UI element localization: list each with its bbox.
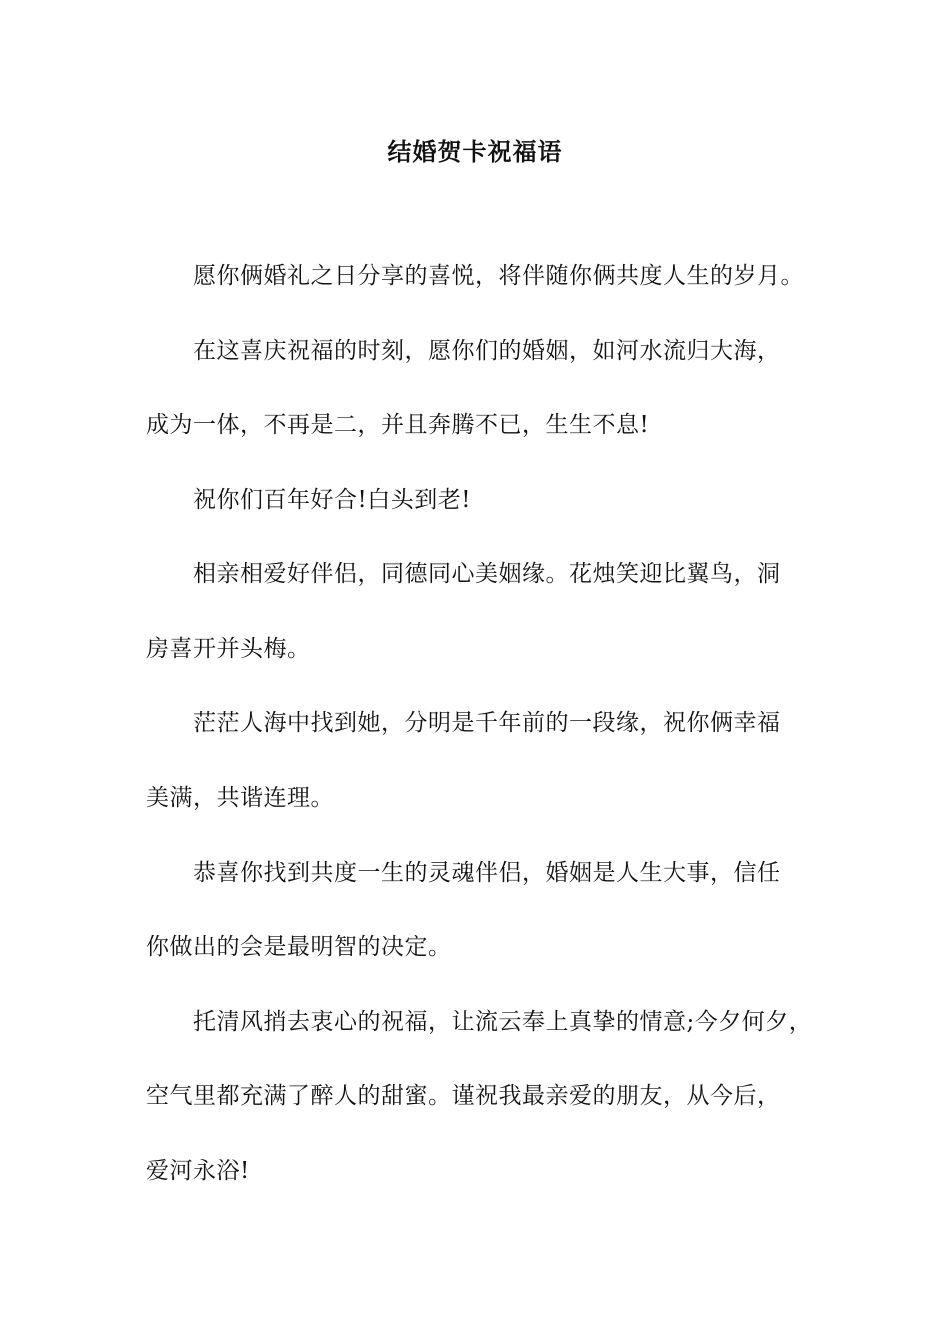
paragraph-line: 恭喜你找到共度一生的灵魂伴侣，婚姻是人生大事，信任: [193, 860, 781, 886]
paragraph-line: 祝你们百年好合!白头到老!: [193, 487, 471, 513]
paragraph-line: 茫茫人海中找到她，分明是千年前的一段缘，祝你俩幸福: [193, 710, 781, 736]
document-title: 结婚贺卡祝福语: [387, 137, 563, 166]
paragraph-line: 托清风捎去衷心的祝福，让流云奉上真挚的情意;今夕何夕，: [193, 1009, 813, 1035]
paragraph-line: 美满，共谐连理。: [146, 785, 334, 811]
paragraph-line: 你做出的会是最明智的决定。: [146, 934, 452, 960]
paragraph-line: 在这喜庆祝福的时刻，愿你们的婚姻，如河水流归大海，: [193, 338, 781, 364]
paragraph-line: 成为一体，不再是二，并且奔腾不已，生生不息!: [146, 412, 650, 438]
paragraph-line: 房喜开并头梅。: [146, 636, 311, 662]
paragraph-line: 愿你俩婚礼之日分享的喜悦，将伴随你俩共度人生的岁月。: [193, 263, 804, 289]
paragraph-line: 空气里都充满了醉人的甜蜜。谨祝我最亲爱的朋友，从今后，: [146, 1083, 781, 1109]
paragraph-line: 相亲相爱好伴侣，同德同心美姻缘。花烛笑迎比翼鸟，洞: [193, 561, 781, 587]
paragraph-line: 爱河永浴!: [146, 1158, 250, 1184]
